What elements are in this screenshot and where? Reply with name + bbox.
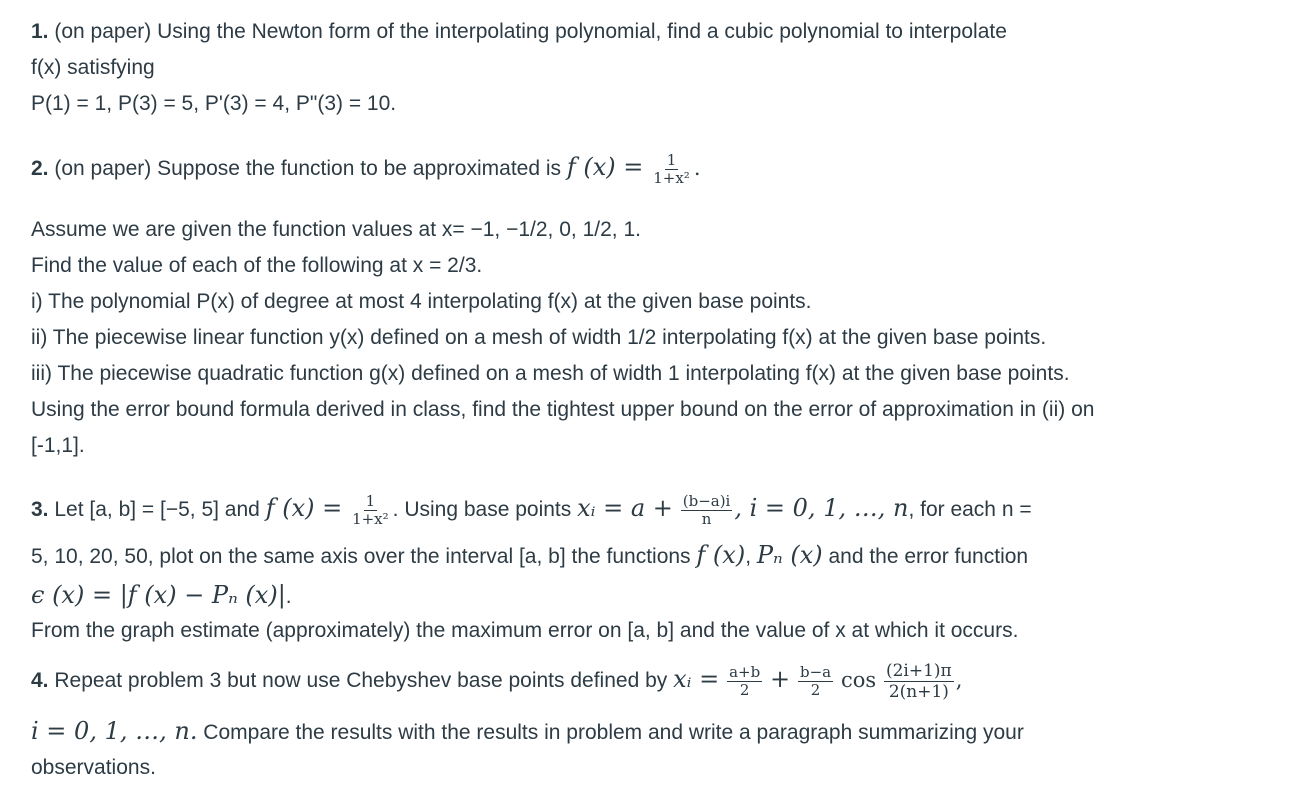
q4-index-range: i = 0, 1, …, n.: [31, 717, 198, 745]
q3-text-c: , for each n =: [908, 498, 1032, 521]
q4-fraction-2: [798, 664, 833, 699]
q3-number: 3.: [31, 498, 49, 521]
q3-xi-denominator: n: [701, 509, 712, 528]
q3-xi-tail: , i = 0, 1, …, n: [734, 494, 909, 522]
q1-text: (on paper) Using the Newton form of the interpolating polynomial, find a cubic polynomial to interpolate: [54, 20, 1007, 43]
q2-item-ii: ii) The piecewise linear function y(x) defined on a mesh of width 1/2 interpolating f(x) at the given base points.: [31, 326, 1047, 349]
q3-f-numerator: 1: [365, 491, 376, 510]
q4-fraction-3-numerator: (2i+1)π: [885, 660, 952, 681]
q2-error-line-2: [-1,1].: [31, 434, 85, 457]
q2-formula-fraction: [651, 152, 692, 187]
q4-line-3: observations.: [31, 756, 156, 779]
q3-line2-p: Pₙ (x): [756, 541, 823, 569]
q4-plus: +: [770, 665, 791, 693]
q2-find: Find the value of each of the following at x = 2/3.: [31, 254, 483, 277]
q2-error-line-1: Using the error bound formula derived in class, find the tightest upper bound on the error of approximation in (ii) on: [31, 398, 1095, 421]
q3-f-denominator: 1+x²: [352, 509, 389, 528]
q2-line-1: [31, 150, 701, 187]
q4-fraction-3-denominator: 2(n+1): [888, 681, 949, 702]
q3-xi-numerator: (b−a)i: [682, 491, 731, 510]
q3-line-3: ϵ (x) = |f (x) − Pₙ (x)|.: [31, 581, 292, 609]
q3-line2-text-b: and the error function: [828, 545, 1029, 568]
q3-text-a: Let [a, b] = [−5, 5] and: [54, 498, 260, 521]
q4-fraction-1-numerator: a+b: [729, 662, 761, 681]
q3-line-2: 5, 10, 20, 50, plot on the same axis over the interval [a, b] the functions f (x), Pₙ (x) and the error function: [31, 541, 1029, 569]
q3-line-1: [31, 490, 1032, 528]
q3-xi-fraction: [681, 493, 733, 528]
q2-formula-numerator: 1: [666, 150, 677, 169]
q4-text-a: Repeat problem 3 but now use Chebyshev base points defined by: [54, 669, 668, 692]
q4-number: 4.: [31, 669, 49, 692]
q2-item-i: i) The polynomial P(x) of degree at most 4 interpolating f(x) at the given base points.: [31, 290, 812, 313]
q4-fraction-1: [727, 664, 762, 699]
q3-line2-f: f (x): [696, 541, 746, 569]
q4-line-2: [31, 716, 1024, 748]
q3-error-function: ϵ (x) = |f (x) − Pₙ (x)|: [31, 581, 286, 609]
q4-xi-lhs: xᵢ =: [673, 665, 720, 693]
q4-fraction-1-denominator: 2: [739, 680, 750, 699]
q2-assume: Assume we are given the function values at x= −1, −1/2, 0, 1/2, 1.: [31, 218, 641, 241]
q2-formula-lhs: f (x) =: [566, 153, 644, 181]
q4-fraction-2-numerator: b−a: [799, 662, 832, 681]
q1-line-1: [31, 19, 1007, 45]
q1-conditions: P(1) = 1, P(3) = 5, P'(3) = 4, P"(3) = 10.: [31, 92, 397, 115]
q2-intro: (on paper) Suppose the function to be approximated is: [54, 157, 562, 180]
q2-number: 2.: [31, 157, 49, 180]
q3-line2-text-a: 5, 10, 20, 50, plot on the same axis over the interval [a, b] the functions: [31, 545, 691, 568]
q3-xi-lhs: xᵢ = a +: [577, 494, 673, 522]
q1-line-2: f(x) satisfying: [31, 56, 155, 79]
q4-line-1: [31, 654, 962, 706]
q2-formula-period: .: [693, 156, 701, 180]
q1-number: 1.: [31, 20, 49, 43]
q2-formula-denominator: 1+x²: [653, 168, 690, 187]
q4-comma: ,: [955, 668, 963, 692]
q3-text-b: . Using base points: [392, 498, 572, 521]
q4-cos: cos: [840, 668, 877, 692]
q4-line2-text: Compare the results with the results in problem and write a paragraph summarizing your: [203, 721, 1024, 744]
q3-f-lhs: f (x) =: [265, 494, 343, 522]
q2-item-iii: iii) The piecewise quadratic function g(x) defined on a mesh of width 1 interpolating f(x) at the given base points.: [31, 362, 1070, 385]
q4-fraction-3: [884, 661, 954, 702]
q4-fraction-2-denominator: 2: [810, 680, 821, 699]
q3-line-4: From the graph estimate (approximately) the maximum error on [a, b] and the value of x at which it occurs.: [31, 619, 1019, 642]
q3-f-fraction: [350, 493, 391, 528]
